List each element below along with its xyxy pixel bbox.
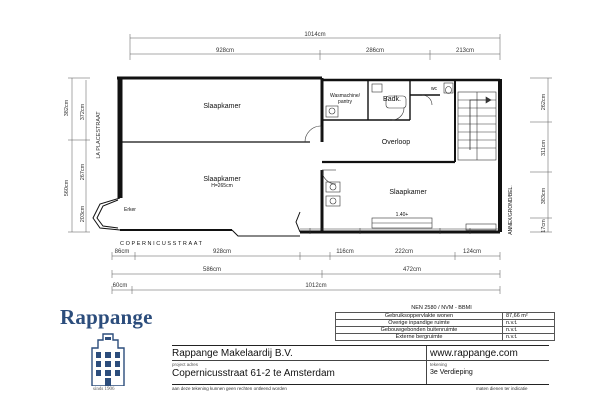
nen-label: Overige inpandige ruimte [336, 320, 503, 327]
title-block-divider [172, 360, 549, 361]
dim-top-right: 213cm [455, 48, 475, 54]
dim-bottom-r1-c: 116cm [336, 249, 354, 255]
dim-bottom-r1-e: 124cm [462, 249, 482, 255]
side-street-label: LA PLACESTRAAT [96, 111, 102, 159]
company-name: Rappange Makelaardij B.V. [172, 348, 293, 359]
table-row [336, 320, 555, 327]
dim-right-top: 262cm [541, 93, 547, 111]
title-block [172, 345, 549, 385]
walls [117, 77, 500, 232]
nen-value: n.v.t. [503, 320, 555, 327]
right-side-label: ANNEX/GROND/BEL. [508, 185, 514, 235]
title-block-vertical-divider [426, 346, 427, 384]
dim-total-top: 1014cm [304, 32, 326, 38]
nen-area-table [335, 312, 555, 341]
room-bedroom-2: Slaapkamer [203, 176, 241, 183]
company-url[interactable]: www.rappange.com [430, 348, 518, 359]
nen-value: n.v.t. [503, 327, 555, 334]
front-street-label: COPERNICUSSTRAAT [120, 241, 204, 247]
dim-bottom-r1-d: 222cm [394, 249, 414, 255]
company-logo: Rappange [60, 305, 153, 329]
room-laundry-line1: Wasmachine/ [329, 93, 361, 99]
corner-bay [232, 212, 300, 236]
erker-bay [93, 198, 120, 230]
logo-since: sinds 1906 [93, 387, 115, 392]
left-dimension-lines [68, 78, 90, 232]
dim-bottom-r1-a: 86cm [114, 249, 130, 255]
room-bedroom-2-height: H=265cm [211, 183, 233, 189]
room-landing: Overloop [381, 139, 411, 146]
room-laundry-line2: pantry [338, 99, 352, 105]
dim-left-inner-top: 372cm [80, 103, 86, 121]
bottom-small-label: 1.40+ [395, 212, 409, 218]
nen-label: Externe bergruimte [336, 334, 503, 341]
fixtures [326, 83, 496, 230]
dim-left-outer-bottom: 560cm [64, 179, 70, 197]
floor-name: 3e Verdieping [430, 369, 473, 376]
dim-left-inner-bottom: 203cm [80, 205, 86, 223]
dim-bottom-r1-b: 928cm [212, 249, 232, 255]
dim-bottom-r3-a: 60cm [112, 283, 128, 289]
dim-right-bottom: 17cm [541, 219, 547, 233]
dim-bottom-r2-b: 472cm [402, 267, 422, 273]
table-row [336, 313, 555, 320]
room-bedroom-3: Slaapkamer [389, 189, 427, 196]
staircase [458, 92, 496, 160]
dim-bottom-r3-b: 1012cm [305, 283, 327, 289]
dim-top-left: 928cm [215, 48, 235, 54]
project-label: project adres [172, 362, 199, 367]
footnote-measurements: maten dienen ter indicatie [476, 386, 528, 391]
room-bedroom-1: Slaapkamer [203, 103, 241, 110]
dim-right-low: 383cm [541, 187, 547, 205]
table-row [336, 334, 555, 341]
room-bathroom: Badk. [383, 96, 401, 103]
nen-label: Gebouwgebonden buitenruimte [336, 327, 503, 334]
floor-label: tekening [430, 362, 448, 367]
nen-label: Gebruiksoppervlakte wonen [336, 313, 503, 320]
footnote-disclaimer: aan deze tekening kunnen geen rechten ontleend worden [172, 386, 287, 391]
table-row [336, 327, 555, 334]
nen-heading: NEN 2580 / NVM - BBMI [411, 305, 472, 311]
dim-left-inner-mid: 267cm [80, 163, 86, 181]
project-address: Copernicusstraat 61-2 te Amsterdam [172, 368, 335, 379]
dim-top-mid: 286cm [365, 48, 385, 54]
canal-house-icon [88, 330, 128, 386]
room-erker: Erker [124, 207, 136, 213]
room-wc: wc [430, 86, 438, 92]
dim-left-outer-top: 382cm [64, 99, 70, 117]
nen-value: n.v.t. [503, 334, 555, 341]
nen-value: 87,66 m² [503, 313, 555, 320]
dim-bottom-r2-a: 586cm [202, 267, 222, 273]
dim-right-mid: 311cm [541, 139, 547, 157]
